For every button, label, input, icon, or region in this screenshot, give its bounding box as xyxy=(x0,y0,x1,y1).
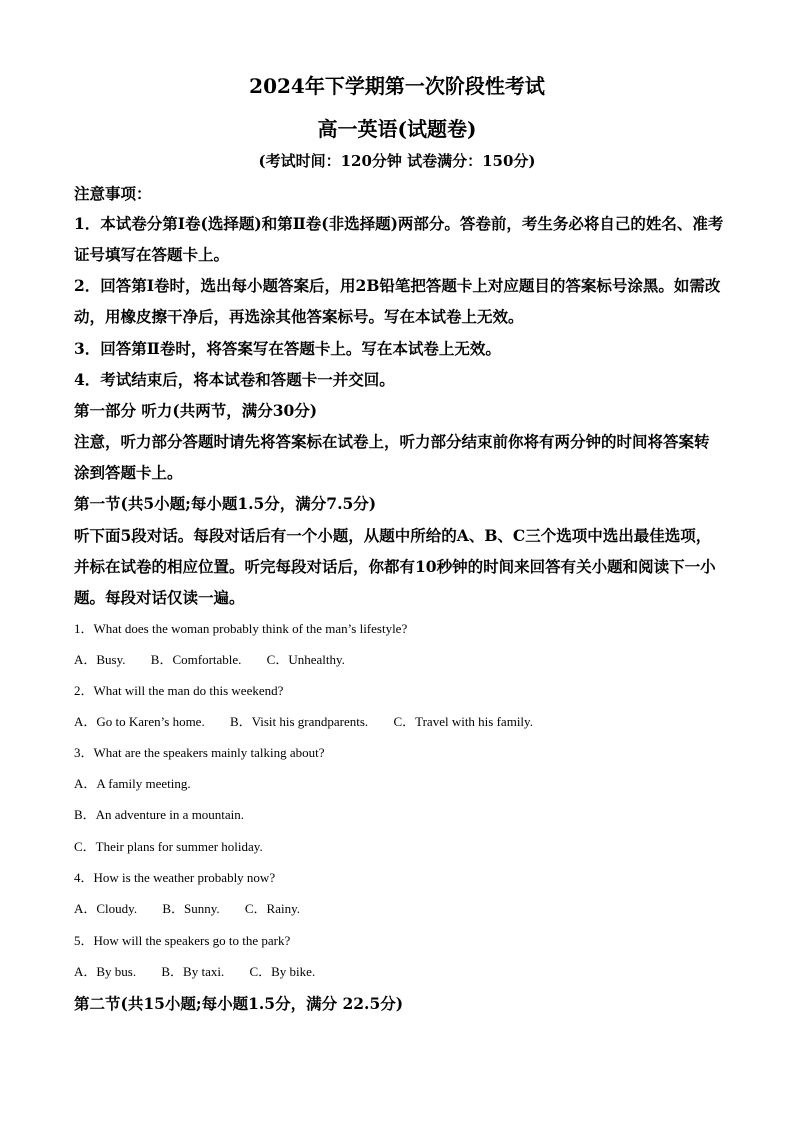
question-3-stem: 3．What are the speakers mainly talking about? xyxy=(74,745,325,760)
exam-meta: (考试时间：120分钟 试卷满分：150分) xyxy=(258,152,536,170)
section1-instructions: 听下面5段对话。每段对话后有一个小题，从题中所给的A、B、C三个选项中选出最佳选项，并标在试卷的相应位置。听完每段对话后，你都有10秒钟的时间来回答有关小题和阅读下一小题。每段对话仅读一遍。 xyxy=(74,526,716,607)
question-5-option-a: A．By bus. xyxy=(74,964,137,979)
question-4-stem: 4．How is the weather probably now? xyxy=(74,870,276,885)
question-1-options xyxy=(74,650,724,670)
part1-heading: 第一部分 听力(共两节，满分30分) xyxy=(74,401,318,420)
exam-subtitle: 高一英语(试题卷) xyxy=(317,117,477,141)
question-4-options xyxy=(74,899,724,919)
question-2-options xyxy=(74,712,724,732)
part1-note: 注意，听力部分答题时请先将答案标在试卷上，听力部分结束前你将有两分钟的时间将答案转涂到答题卡上。 xyxy=(74,432,710,482)
question-4-option-a: A．Cloudy. xyxy=(74,901,138,916)
question-1-stem: 1．What does the woman probably think of the man’s lifestyle? xyxy=(74,621,408,636)
question-1-option-b: B．Comfortable. xyxy=(150,652,242,667)
question-1-option-c: C．Unhealthy. xyxy=(266,652,345,667)
question-3-option-b: B．An adventure in a mountain. xyxy=(74,807,245,822)
question-3-option-a: A．A family meeting. xyxy=(74,776,191,791)
section1-heading: 第一节(共5小题;每小题1.5分，满分7.5分) xyxy=(74,494,377,513)
question-5-option-b: B．By taxi. xyxy=(161,964,225,979)
question-2-option-c: C．Travel with his family. xyxy=(393,714,533,729)
question-1-option-a: A．Busy. xyxy=(74,652,126,667)
question-3-option-c: C．Their plans for summer holiday. xyxy=(74,839,263,854)
question-2-option-a: A．Go to Karen’s home. xyxy=(74,714,205,729)
notes-item-1: 1．本试卷分第Ⅰ卷(选择题)和第Ⅱ卷(非选择题)两部分。答卷前，考生务必将自己的姓名、准考证号填写在答题卡上。 xyxy=(74,214,724,264)
question-4-option-b: B．Sunny. xyxy=(162,901,220,916)
notes-item-4: 4．考试结束后，将本试卷和答题卡一并交回。 xyxy=(74,370,395,389)
section2-heading: 第二节(共15小题;每小题1.5分，满分 22.5分) xyxy=(74,994,404,1013)
notes-item-3: 3．回答第Ⅱ卷时，将答案写在答题卡上。写在本试卷上无效。 xyxy=(74,339,501,358)
notes-heading: 注意事项： xyxy=(74,184,152,203)
question-2-stem: 2．What will the man do this weekend? xyxy=(74,683,284,698)
question-5-stem: 5．How will the speakers go to the park? xyxy=(74,933,291,948)
question-4-option-c: C．Rainy. xyxy=(244,901,301,916)
question-5-option-c: C．By bike. xyxy=(249,964,316,979)
question-2-option-b: B．Visit his grandparents. xyxy=(229,714,369,729)
notes-item-2: 2．回答第Ⅰ卷时，选出每小题答案后，用2B铅笔把答题卡上对应题目的答案标号涂黑。如需改动，用橡皮擦干净后，再选涂其他答案标号。写在本试卷上无效。 xyxy=(74,276,721,326)
exam-title: 2024年下学期第一次阶段性考试 xyxy=(249,74,545,98)
question-5-options xyxy=(74,962,724,982)
